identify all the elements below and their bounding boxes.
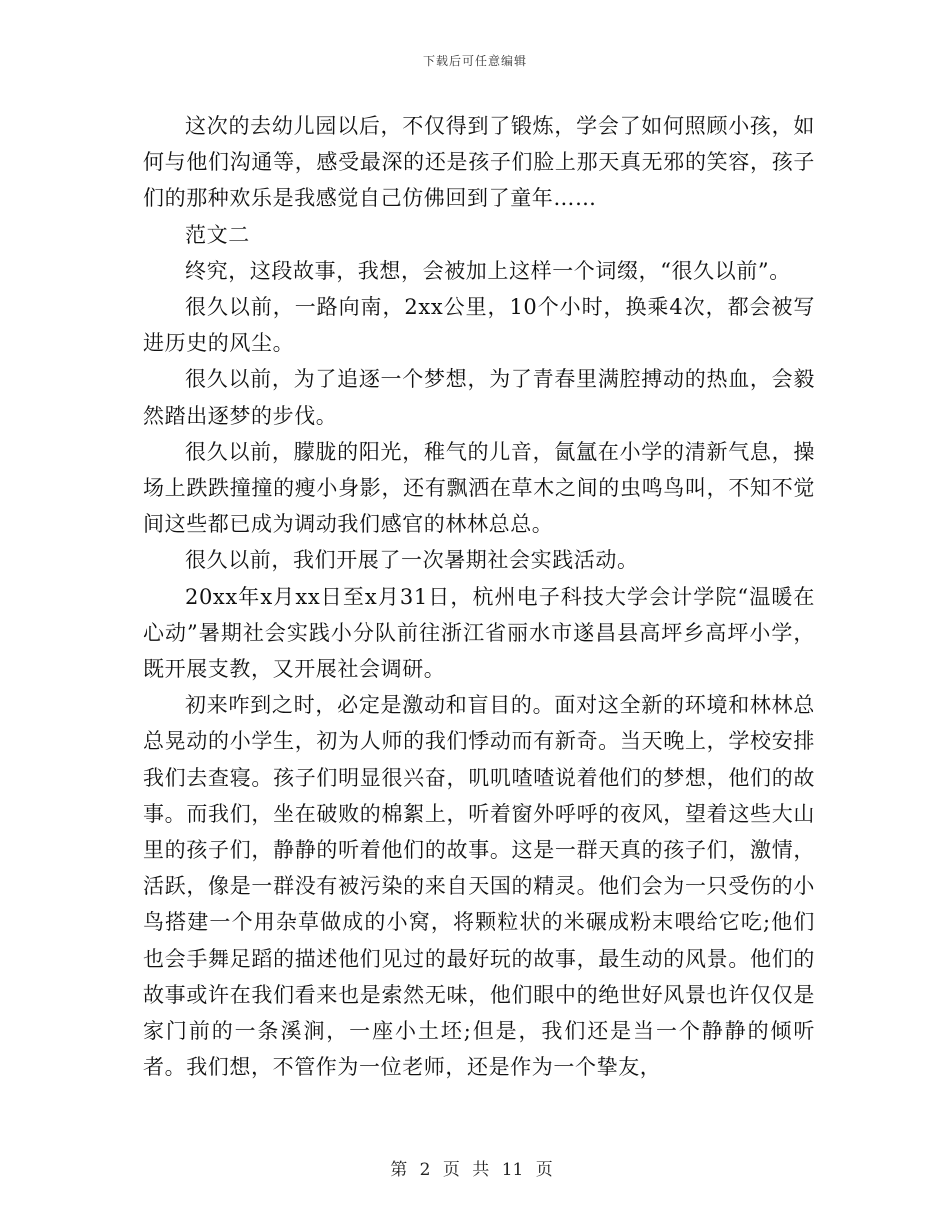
paragraph: 很久以前，我们开展了一次暑期社会实践活动。: [185, 548, 639, 573]
paragraph: 这次的去幼儿园以后，不仅得到了锻炼，学会了如何照顾小孩，如何与他们沟通等，感受最深的还是孩子们脸上那天真无邪的笑容，孩子们的那种欢乐是我感觉自己仿佛回到了童年……: [143, 114, 815, 211]
page-header-note: 下载后可任意编辑: [422, 54, 527, 68]
paragraph: 很久以前，朦胧的阳光，稚气的儿音，氤氲在小学的清新气息，操场上跌跌撞撞的瘦小身影，还有飘洒在草木之间的虫鸣鸟叫，不知不觉间这些都已成为调动我们感官的林林总总。: [143, 439, 815, 537]
current-page-number: 2: [419, 1160, 431, 1180]
paragraph: 很久以前，为了追逐一个梦想，为了青春里满腔搏动的热血，会毅然踏出逐梦的步伐。: [143, 367, 815, 428]
paragraph: 很久以前，一路向南，2xx公里，10个小时，换乘4次，都会被写进历史的风尘。: [143, 295, 815, 356]
paragraph: 20xx年x月xx日至x月31日，杭州电子科技大学会计学院“温暖在心动”暑期社会实践小分队前往浙江省丽水市遂昌县高坪乡高坪小学，既开展支教，又开展社会调研。: [143, 584, 815, 682]
footer-page-word: 页: [442, 1160, 460, 1180]
footer-total-word: 共: [472, 1160, 490, 1180]
footer-prefix: 第: [390, 1160, 408, 1180]
document-body: [143, 108, 815, 1085]
total-pages-number: 11: [501, 1160, 524, 1180]
page-footer: [0, 1155, 950, 1180]
paragraph: 终究，这段故事，我想，会被加上这样一个词缀，“很久以前”。: [185, 258, 791, 283]
paragraph: 初来咋到之时，必定是激动和盲目的。面对这全新的环境和林林总总晃动的小学生，初为人师的我们悸动而有新奇。当天晚上，学校安排我们去查寝。孩子们明显很兴奋，叽叽喳喳说着他们的梦想，他们的故事。而我们，坐在破败的棉絮上，听着窗外呼呼的夜风，望着这些大山里的孩子们，静静的听着他们的故事。这是一群天真的孩子们，激情，活跃，像是一群没有被污染的来自天国的精灵。他们会为一只受伤的小鸟搭建一个用杂草做成的小窝，将颗粒状的米碾成粉末喂给它吃;他们也会手舞足蹈的描述他们见过的最好玩的故事，最生动的风景。他们的故事或许在我们看来也是索然无味，他们眼中的绝世好风景也许仅仅是家门前的一条溪涧，一座小土坯;但是，我们还是当一个静静的倾听者。我们想，不管作为一位老师，还是作为一个挚友，: [143, 693, 815, 1080]
footer-suffix: 页: [535, 1160, 553, 1180]
section-heading: 范文二: [185, 222, 250, 247]
